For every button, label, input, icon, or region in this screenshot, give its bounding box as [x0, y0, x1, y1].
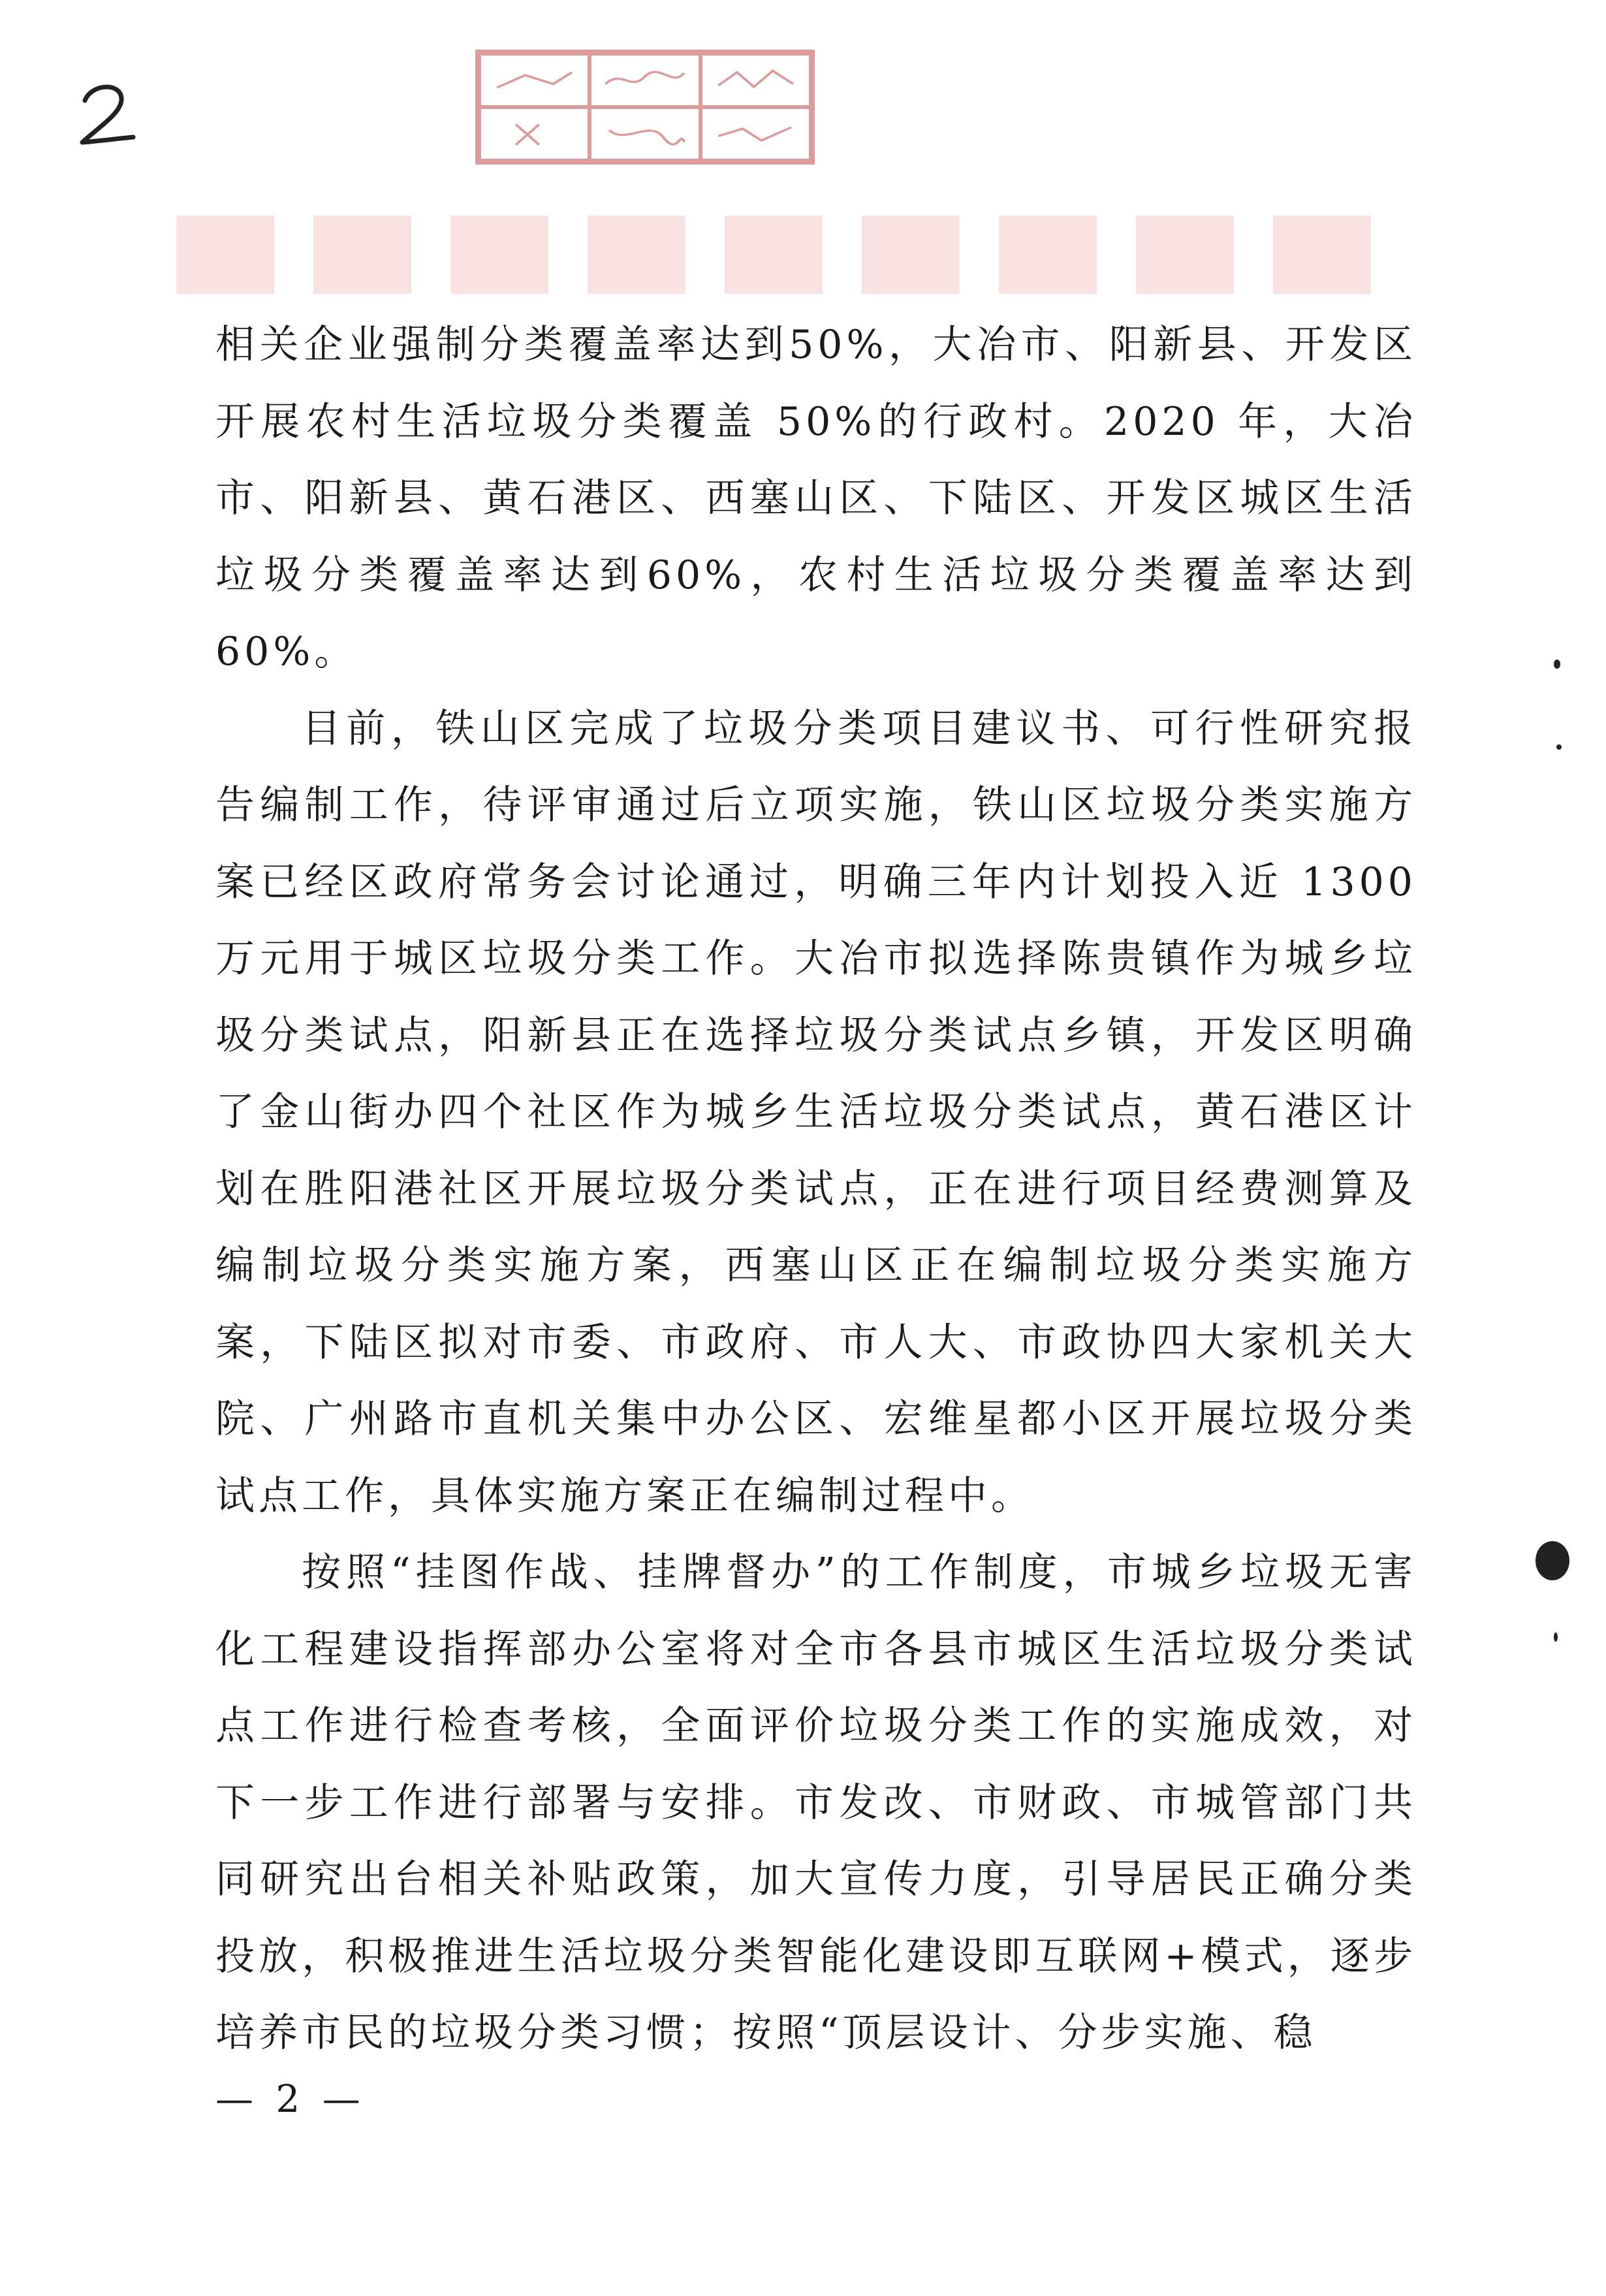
- stamp-cell: [479, 107, 590, 161]
- stamp-cell: [590, 107, 700, 161]
- page-number: — 2 —: [215, 2077, 366, 2121]
- scan-speck: [1554, 660, 1560, 669]
- scan-speck: [1535, 1541, 1569, 1580]
- handwritten-page-mark: [73, 78, 138, 150]
- receipt-stamp: [475, 50, 815, 165]
- scan-speck: [1556, 744, 1562, 750]
- red-header-bleedthrough: [163, 196, 1417, 307]
- handwritten-two-icon: [73, 78, 138, 150]
- stamp-cell: [479, 54, 590, 107]
- document-body: [215, 307, 1417, 2072]
- body-paragraph: 相关企业强制分类覆盖率达到50%，大冶市、阳新县、开发区开展农村生活垃圾分类覆盖 50%的行政村。2020 年，大冶市、阳新县、黄石港区、西塞山区、下陆区、开发区城区生活垃圾分类覆盖率达到60%，农村生活垃圾分类覆盖率达到60%。: [215, 322, 1417, 675]
- body-paragraph: 目前，铁山区完成了垃圾分类项目建议书、可行性研究报告编制工作，待评审通过后立项实施，铁山区垃圾分类实施方案已经区政府常务会讨论通过，明确三年内计划投入近 1300 万元用于城区垃圾分类工作。大冶市拟选择陈贵镇作为城乡垃圾分类试点，阳新县正在选择垃圾分类试点乡镇，开发区明确了金山街办四个社区作为城乡生活垃圾分类试点，黄石港区计划在胜阳港社区开展垃圾分类试点，正在进行项目经费测算及编制垃圾分类实施方案，西塞山区正在编制垃圾分类实施方案，下陆区拟对市委、市政府、市人大、市政协四大家机关大院、广州路市直机关集中办公区、宏维星都小区开展垃圾分类试点工作，具体实施方案正在编制过程中。: [215, 705, 1417, 1519]
- stamp-cell: [701, 54, 811, 107]
- stamp-cell: [590, 54, 700, 107]
- body-paragraph: 按照“挂图作战、挂牌督办”的工作制度，市城乡垃圾无害化工程建设指挥部办公室将对全市各县市城区生活垃圾分类试点工作进行检查考核，全面评价垃圾分类工作的实施成效，对下一步工作进行部署与安排。市发改、市财政、市城管部门共同研究出台相关补贴政策，加大宣传力度，引导居民正确分类投放，积极推进生活垃圾分类智能化建设即互联网+模式，逐步培养市民的垃圾分类习惯；按照“顶层设计、分步实施、稳: [215, 1550, 1417, 2056]
- scan-speck: [1554, 1633, 1558, 1642]
- stamp-cell: [701, 107, 811, 161]
